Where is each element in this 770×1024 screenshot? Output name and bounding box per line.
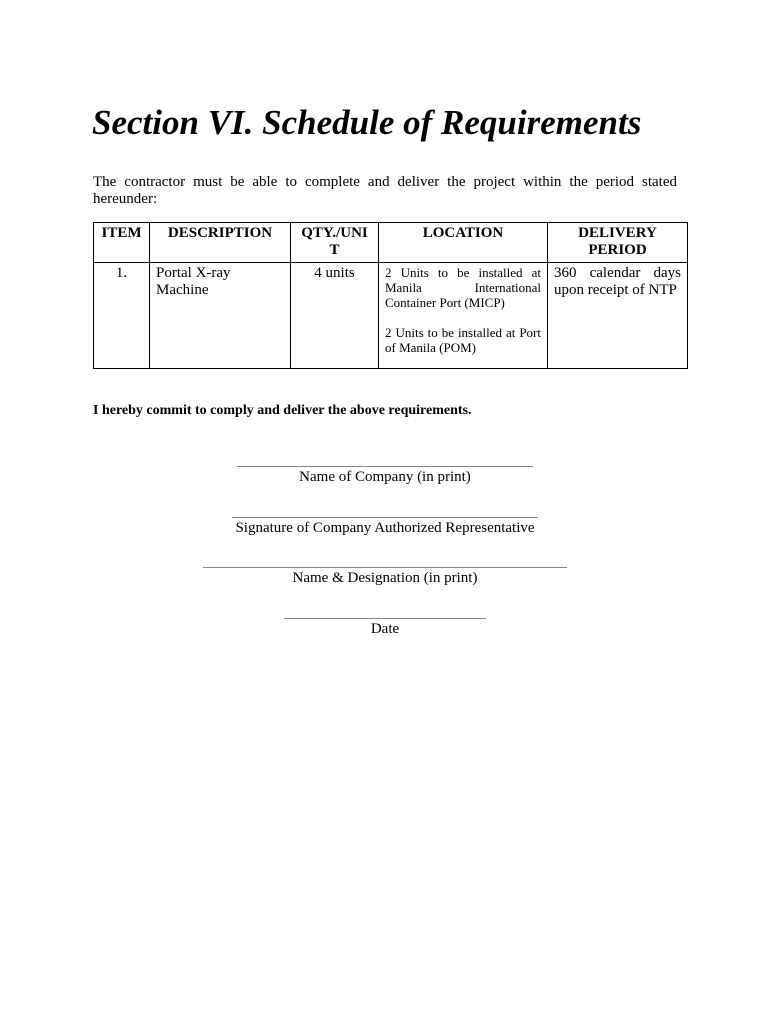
cell-description: Portal X-ray Machine xyxy=(150,263,291,369)
signature-line xyxy=(232,517,538,518)
commitment-statement: I hereby commit to comply and deliver the above requirements. xyxy=(93,403,472,418)
table-row xyxy=(94,263,688,369)
date-line xyxy=(284,618,486,619)
name-designation-field xyxy=(0,567,770,587)
signature-label: Signature of Company Authorized Representative xyxy=(235,520,535,536)
name-designation-label: Name & Designation (in print) xyxy=(292,570,478,586)
date-field xyxy=(0,618,770,638)
section-title: Section VI. Schedule of Requirements xyxy=(92,103,642,142)
header-qty: QTY./UNIT xyxy=(291,223,379,263)
company-name-label: Name of Company (in print) xyxy=(299,469,471,485)
cell-item: 1. xyxy=(94,263,150,369)
table-header-row xyxy=(94,223,688,263)
cell-location xyxy=(379,263,548,369)
cell-qty: 4 units xyxy=(291,263,379,369)
header-location: LOCATION xyxy=(379,223,548,263)
signature-field xyxy=(0,517,770,537)
company-name-field xyxy=(0,466,770,486)
date-label: Date xyxy=(370,621,400,637)
location-micp: 2 Units to be installed at Manila International Container Port (MICP) xyxy=(385,265,541,310)
header-description: DESCRIPTION xyxy=(150,223,291,263)
header-item: ITEM xyxy=(94,223,150,263)
cell-delivery: 360 calendar days upon receipt of NTP xyxy=(548,263,688,369)
company-name-line xyxy=(237,466,533,467)
name-designation-line xyxy=(203,567,567,568)
requirements-table xyxy=(93,222,688,369)
location-pom: 2 Units to be installed at Port of Manila (POM) xyxy=(385,325,541,355)
intro-paragraph: The contractor must be able to complete and deliver the project within the period stated hereunder: xyxy=(93,174,677,207)
header-delivery: DELIVERY PERIOD xyxy=(548,223,688,263)
